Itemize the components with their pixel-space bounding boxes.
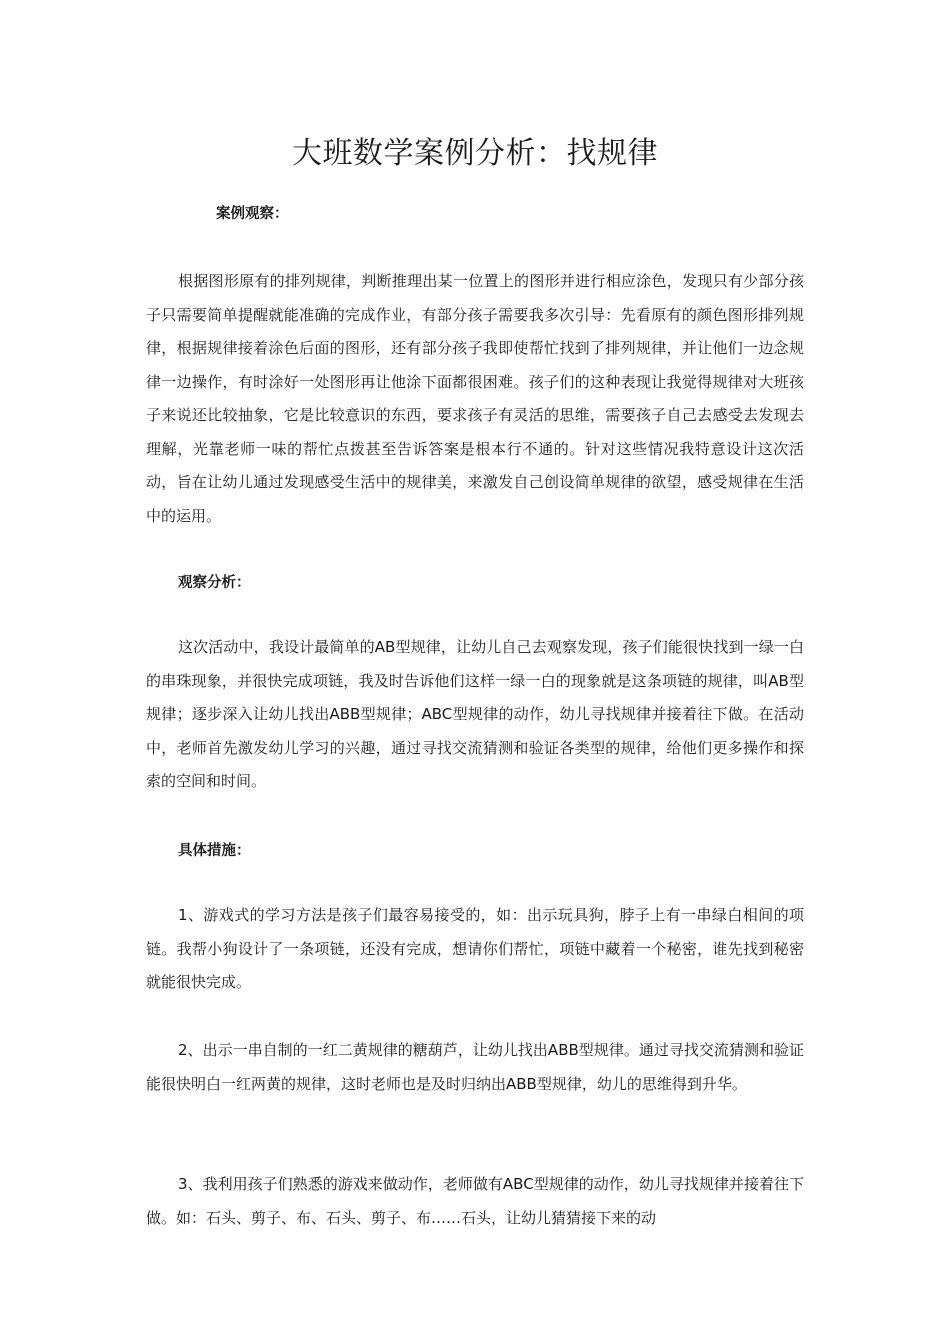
paragraph-case-observation: 根据图形原有的排列规律，判断推理出某一位置上的图形并进行相应涂色，发现只有少部分孩子只需要简单提醒就能准确的完成作业，有部分孩子需要我多次引导：先看原有的颜色图形排列规律，根据规律接着涂色后面的图形，还有部分孩子我即使帮忙找到了排列规律，并让他们一边念规律一边操作，有时涂好一处图形再让他涂下面都很困难。孩子们的这种表现让我觉得规律对大班孩子来说还比较抽象，它是比较意识的东西，要求孩子有灵活的思维，需要孩子自己去感受去发现去理解，光靠老师一味的帮忙点拨甚至告诉答案是根本行不通的。针对这些情况我特意设计这次活动，旨在让幼儿通过发现感受生活中的规律美，来激发自己创设简单规律的欲望，感受规律在生活中的运用。 [146, 272, 804, 525]
paragraph-measure-1: 1、游戏式的学习方法是孩子们最容易接受的，如：出示玩具狗，脖子上有一串绿白相间的项链。我帮小狗设计了一条项链，还没有完成，想请你们帮忙，项链中藏着一个秘密，谁先找到秘密就能很快完成。 [146, 906, 804, 991]
paragraph-observation-analysis: 这次活动中，我设计最简单的AB型规律，让幼儿自己去观察发现，孩子们能很快找到一绿一白的串珠现象，并很快完成项链，我及时告诉他们这样一绿一白的现象就是这条项链的规律，叫AB型规律；逐步深入让幼儿找出ABB型规律；ABC型规律的动作，幼儿寻找规律并接着往下做。在活动中，老师首先激发幼儿学习的兴趣，通过寻找交流猜测和验证各类型的规律，给他们更多操作和探索的空间和时间。 [146, 638, 804, 790]
section-heading-specific-measures: 具体措施： [178, 843, 251, 859]
section-heading-case-observation: 案例观察： [216, 206, 289, 222]
paragraph-measure-3: 3、我利用孩子们熟悉的游戏来做动作，老师做有ABC型规律的动作，幼儿寻找规律并接着往下做。如：石头、剪子、布、石头、剪子、布……石头，让幼儿猜猜接下来的动 [146, 1175, 804, 1227]
document-title: 大班数学案例分析：找规律 [292, 136, 658, 172]
paragraph-measure-2: 2、出示一串自制的一红二黄规律的糖葫芦，让幼儿找出ABB型规律。通过寻找交流猜测和验证能很快明白一红两黄的规律，这时老师也是及时归纳出ABB型规律，幼儿的思维得到升华。 [146, 1041, 804, 1093]
section-heading-observation-analysis: 观察分析： [178, 575, 251, 591]
